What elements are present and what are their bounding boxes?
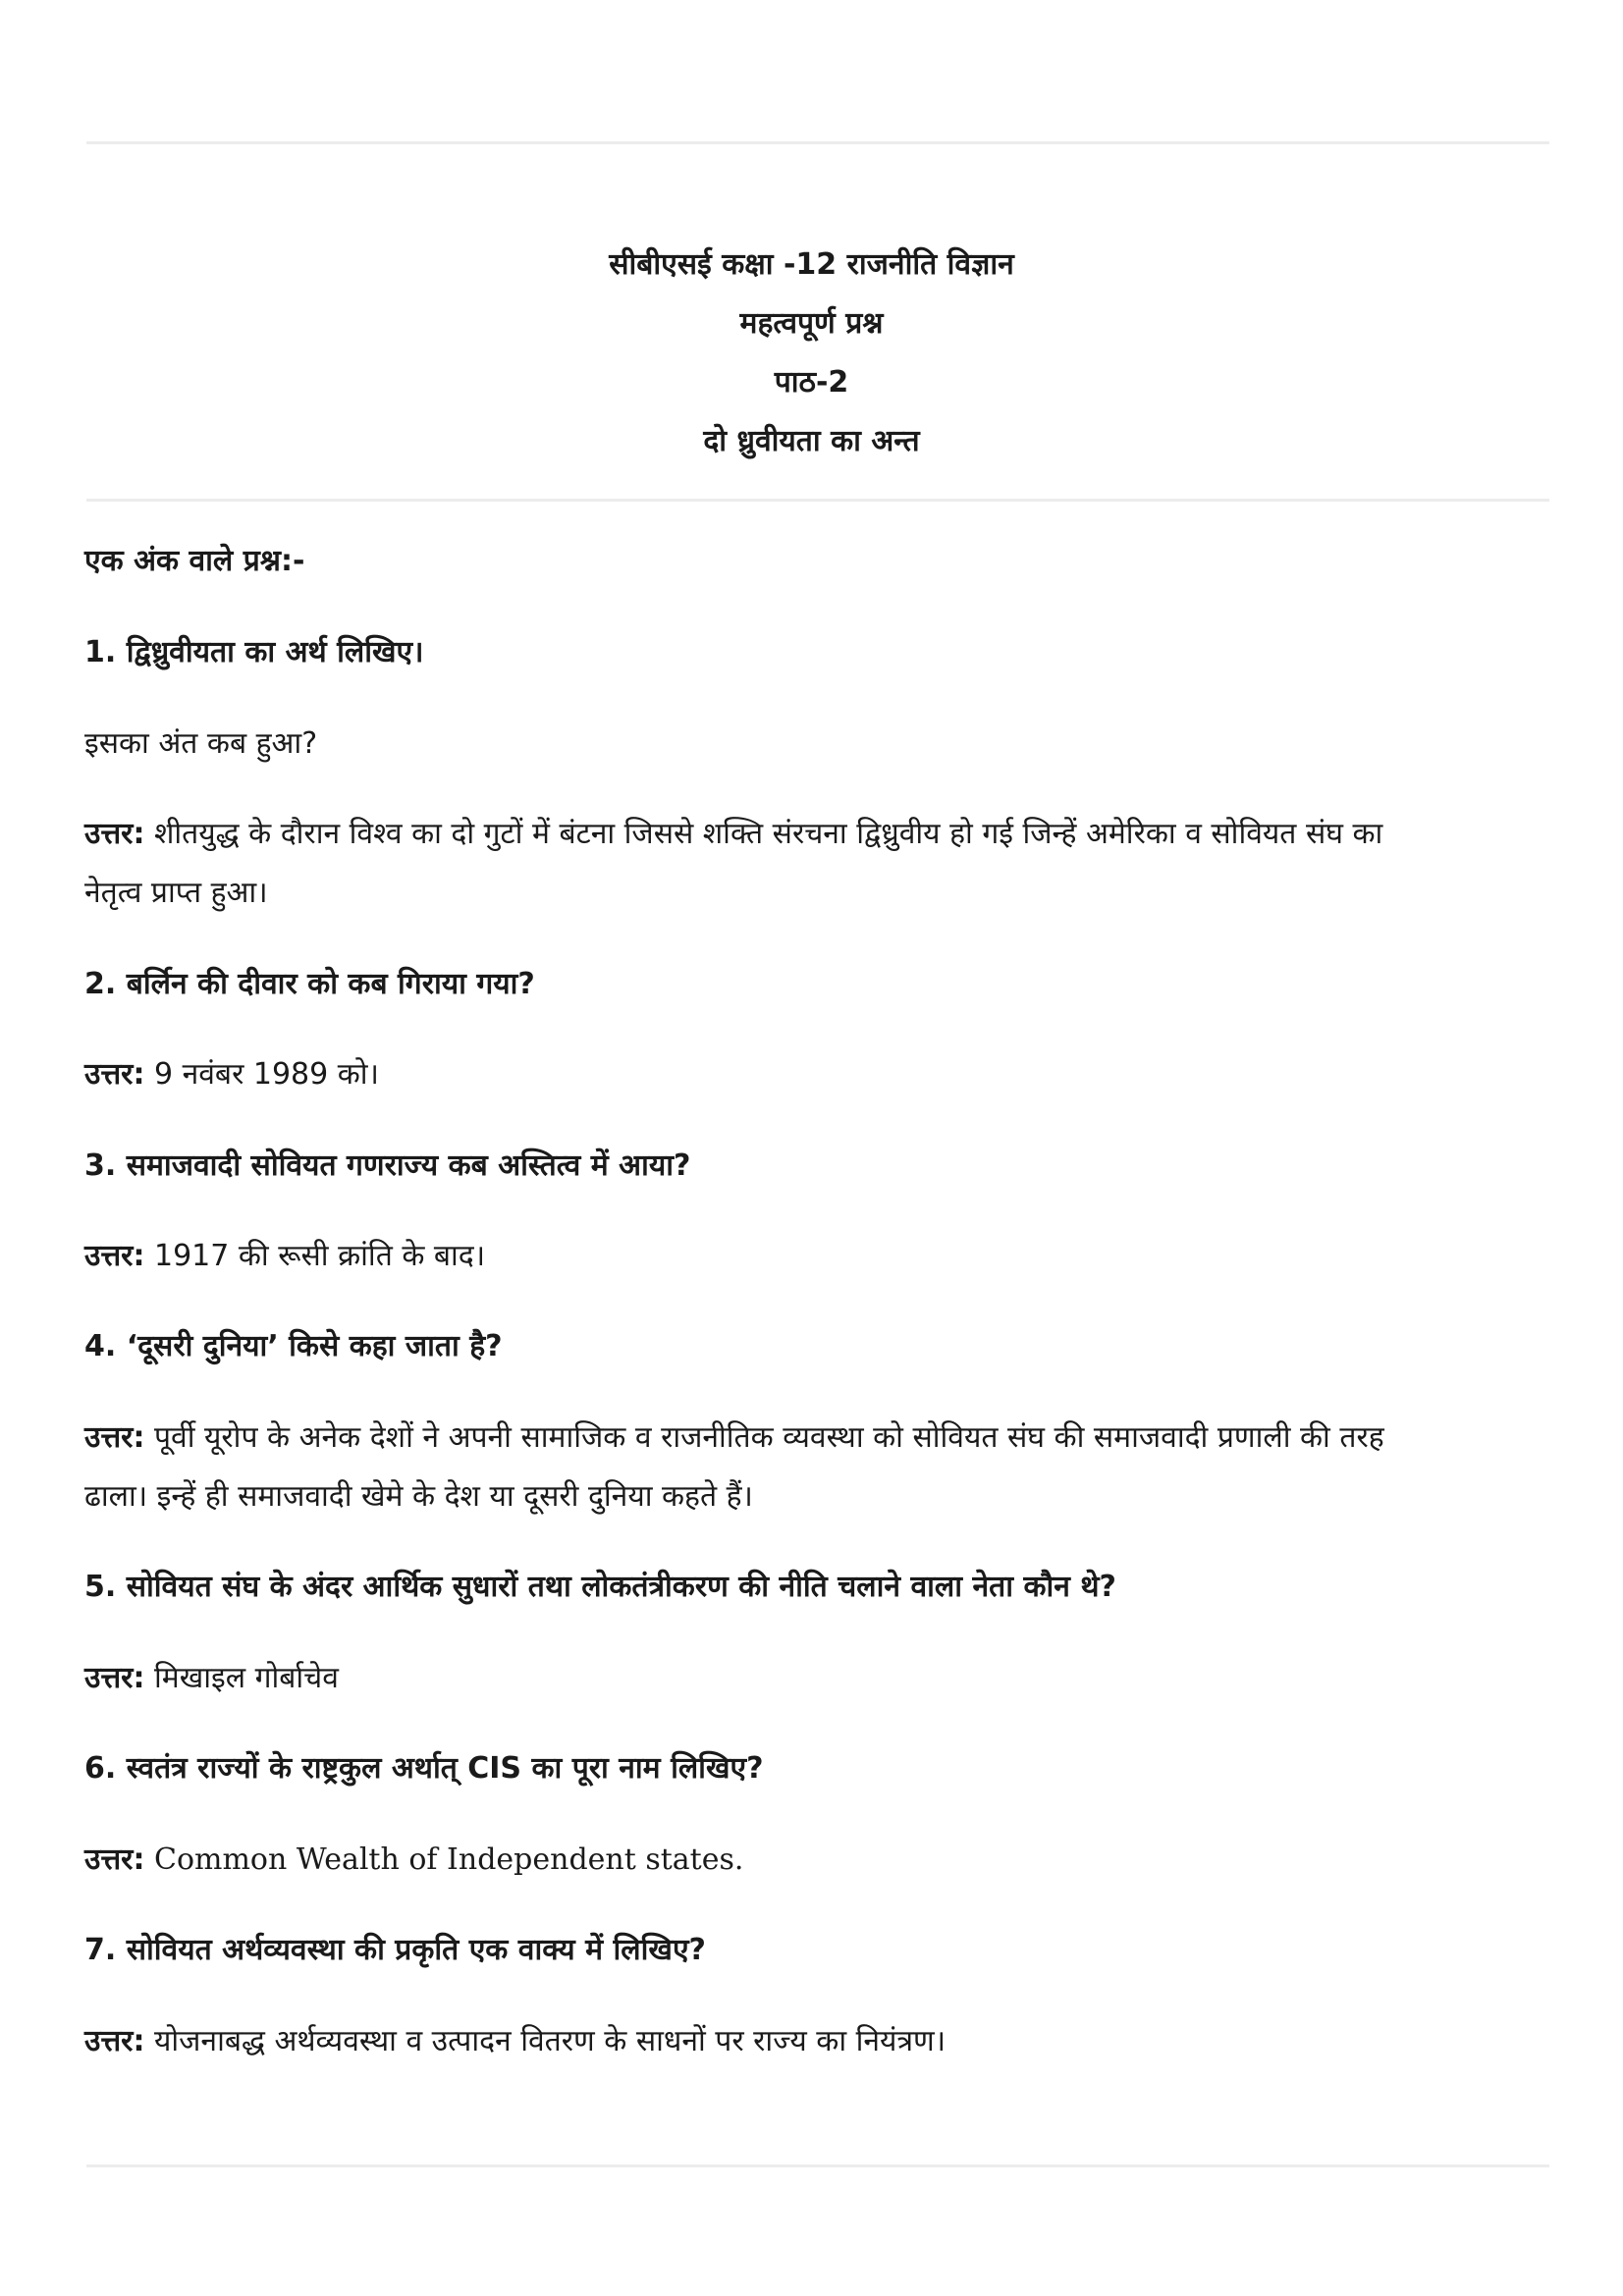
- answer-label: उत्तर:: [84, 2024, 145, 2058]
- answer-7: उत्तर: योजनाबद्ध अर्थव्यवस्था व उत्पादन वितरण के साधनों पर राज्य का नियंत्रण।: [84, 2024, 947, 2058]
- answer-label: उत्तर:: [84, 1842, 145, 1877]
- top-divider: [86, 141, 1549, 144]
- question-7: 7. सोवियत अर्थव्यवस्था की प्रकृति एक वाक्य में लिखिए?: [84, 1933, 706, 1967]
- chapter-number: पाठ-2: [774, 365, 849, 400]
- chapter-title: दो ध्रुवीयता का अन्त: [703, 424, 920, 458]
- section-title: एक अंक वाले प्रश्न:-: [84, 544, 305, 578]
- answer-1-line-1: उत्तर: शीतयुद्ध के दौरान विश्व का दो गुटों में बंटना जिससे शक्ति संरचना द्विध्रुवीय हो गई जिन्हें अमेरिका व सोवियत संघ का: [84, 817, 1383, 851]
- answer-label: उत्तर:: [84, 817, 145, 851]
- question-1-sub: इसका अंत कब हुआ?: [84, 726, 318, 761]
- answer-1-line-2: नेतृत्व प्राप्त हुआ।: [84, 876, 268, 910]
- answer-5: उत्तर: मिखाइल गोर्बाचेव: [84, 1661, 339, 1695]
- answer-4-line-1: उत्तर: पूर्वी यूरोप के अनेक देशों ने अपनी सामाजिक व राजनीतिक व्यवस्था को सोवियत संघ की समाजवादी प्रणाली की तरह: [84, 1420, 1384, 1455]
- answer-label: उत्तर:: [84, 1057, 145, 1092]
- question-2: 2. बर्लिन की दीवार को कब गिराया गया?: [84, 967, 535, 1001]
- bottom-divider: [86, 2164, 1549, 2167]
- answer-label: उत्तर:: [84, 1420, 145, 1455]
- answer-label: उत्तर:: [84, 1239, 145, 1273]
- question-1: 1. द्विध्रुवीयता का अर्थ लिखिए।: [84, 635, 424, 669]
- answer-6: उत्तर: Common Wealth of Independent states.: [84, 1842, 744, 1877]
- board-class-subject-title: सीबीएसई कक्षा -12 राजनीति विज्ञान: [609, 247, 1014, 282]
- question-5: 5. सोवियत संघ के अंदर आर्थिक सुधारों तथा लोकतंत्रीकरण की नीति चलाने वाला नेता कौन थे?: [84, 1570, 1116, 1604]
- answer-4-line-2: ढाला। इन्हें ही समाजवादी खेमे के देश या दूसरी दुनिया कहते हैं।: [84, 1479, 753, 1514]
- answer-label: उत्तर:: [84, 1661, 145, 1695]
- header-divider: [86, 499, 1549, 502]
- question-3: 3. समाजवादी सोवियत गणराज्य कब अस्तित्व में आया?: [84, 1148, 691, 1183]
- answer-3: उत्तर: 1917 की रूसी क्रांति के बाद।: [84, 1239, 486, 1273]
- answer-2: उत्तर: 9 नवंबर 1989 को।: [84, 1057, 379, 1092]
- question-4: 4. ‘दूसरी दुनिया’ किसे कहा जाता है?: [84, 1329, 503, 1363]
- question-6: 6. स्वतंत्र राज्यों के राष्ट्रकुल अर्थात् CIS का पूरा नाम लिखिए?: [84, 1751, 764, 1786]
- important-questions-title: महत्वपूर्ण प्रश्न: [739, 306, 884, 341]
- document-header: [0, 236, 1623, 471]
